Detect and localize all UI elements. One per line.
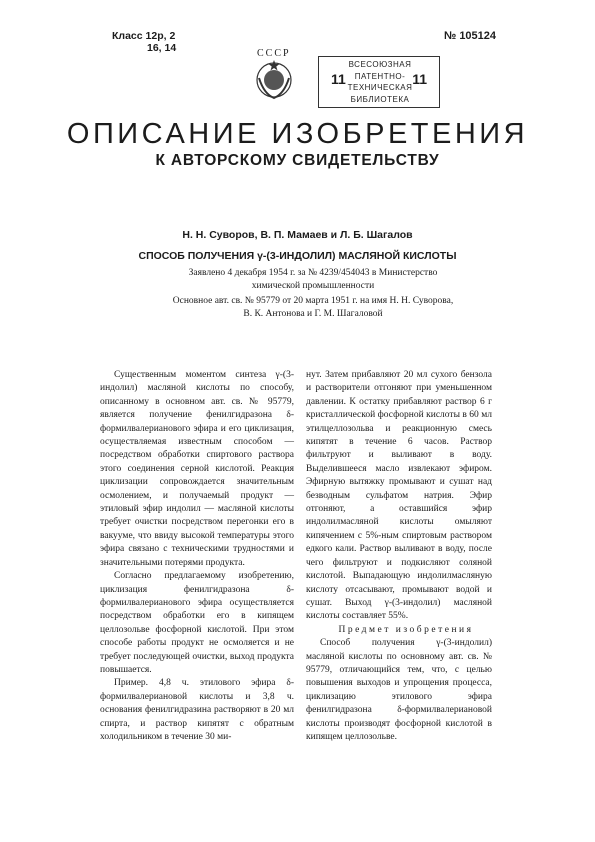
stamp-line: ВСЕСОЮЗНАЯ bbox=[348, 60, 412, 69]
class-line-1: Класс 12p, 2 bbox=[112, 30, 176, 42]
claim-heading: Предмет изобретения bbox=[338, 624, 474, 635]
stamp-line: ПАТЕНТНО- bbox=[354, 71, 406, 81]
stamp-line: ТЕХНИЧЕСКАЯ bbox=[347, 83, 413, 92]
state-emblem-icon bbox=[254, 58, 294, 102]
claim-text: Способ получения γ-(3-индолил) масляной кислоты по основному авт. св. № 95779, отличающийся тем, что, с целью повышения выходов и упрощения процесса, циклизацию этилового эфира фенилгидразона δ-формилвалериановой кислоты производят фосфорной кислотой в кипящем целлозольве. bbox=[306, 638, 492, 742]
class-line-2: 16, 14 bbox=[147, 42, 177, 54]
stamp-digit-right: 11 bbox=[412, 71, 427, 87]
stamp-text bbox=[345, 59, 415, 105]
stamp-digit-left: 11 bbox=[331, 71, 346, 87]
invention-title: СПОСОБ ПОЛУЧЕНИЯ γ-(3-ИНДОЛИЛ) МАСЛЯНОЙ КИСЛОТЫ bbox=[138, 250, 457, 262]
document-title: ОПИСАНИЕ ИЗОБРЕТЕНИЯ bbox=[66, 118, 529, 150]
paragraph: Пример. 4,8 ч. этилового эфира δ-формилвалериановой кислоты и 3,8 ч. основания фенилгидразина растворяют в 20 мл спирта, и раствор кипятят с обратным холодильником в течение 30 ми- bbox=[100, 678, 294, 742]
country-label: СССР bbox=[257, 48, 291, 59]
paragraph: Согласно предлагаемому изобретению, циклизация фенилгидразона δ-формилвалерианового эфира осуществляется посредством обработки его в кипящем целлозольве фосфорной кислотой. При этом способе работы продукт не осмоляется и не требует последующей очистки, выход продукта повышается. bbox=[100, 571, 294, 675]
document-subtitle: К АВТОРСКОМУ СВИДЕТЕЛЬСТВУ bbox=[155, 152, 440, 169]
paragraph: Существенным моментом синтеза γ-(3-индолил) масляной кислоты по способу, описанному в основном авт. св. № 95779, является получение фенилгидразона δ-формилвалерианового эфира и его циклизация, осуществляемая известным способом — посредством обработки спиртового раствора этого соединения серной кислотой. Реакция циклизации сопровождается значительным осмолением, и получаемый продукт — этиловый эфир индолил — масляной кислоты требует очистки посредством перегонки его в вакууме, что ввиду высокой температуры этого эфира связано с техническими трудностями и значительными потерями продукта. bbox=[100, 370, 294, 568]
library-stamp bbox=[318, 56, 440, 108]
right-column bbox=[306, 369, 492, 744]
classification bbox=[112, 30, 176, 54]
patent-number: № 105124 bbox=[444, 30, 497, 42]
stamp-line: БИБЛИОТЕКА bbox=[350, 94, 410, 104]
base-certificate-info: Основное авт. св. № 95779 от 20 марта 1951 г. на имя Н. Н. Суворова, В. К. Антонова и Г. М. Шагаловой bbox=[172, 296, 454, 320]
authors: Н. Н. Суворов, В. П. Мамаев и Л. Б. Шагалов bbox=[182, 229, 413, 241]
left-column bbox=[100, 369, 294, 744]
paragraph: нут. Затем прибавляют 20 мл сухого бензола и растворители отгоняют при уменьшенном давлении. К остатку прибавляют раствор 6 г кристаллической фосфорной кислоты в 60 мл этилцеллозольва и реакционную смесь кипятят в течение 6 часов. Раствор фильтруют и выливают в воду. Выделившееся масло извлекают эфиром. Эфирную вытяжку промывают и сушат над безводным сульфатом натрия. Эфир отгоняют, а оставшийся эфир индолилмасляной кислоты омыляют кипячением с 5%-ным спиртовым раствором едкого кали. Раствор выливают в воду, после чего фильтруют и подкисляют соляной кислотой. Выпадающую индолилмасляную кислоту отсасывают, промывают водой и сушат. Выход γ-(3-индолил) масляной кислоты составляет 55%. bbox=[306, 370, 492, 622]
filing-info: Заявлено 4 декабря 1954 г. за № 4239/454043 в Министерство химической промышленности bbox=[188, 268, 438, 292]
